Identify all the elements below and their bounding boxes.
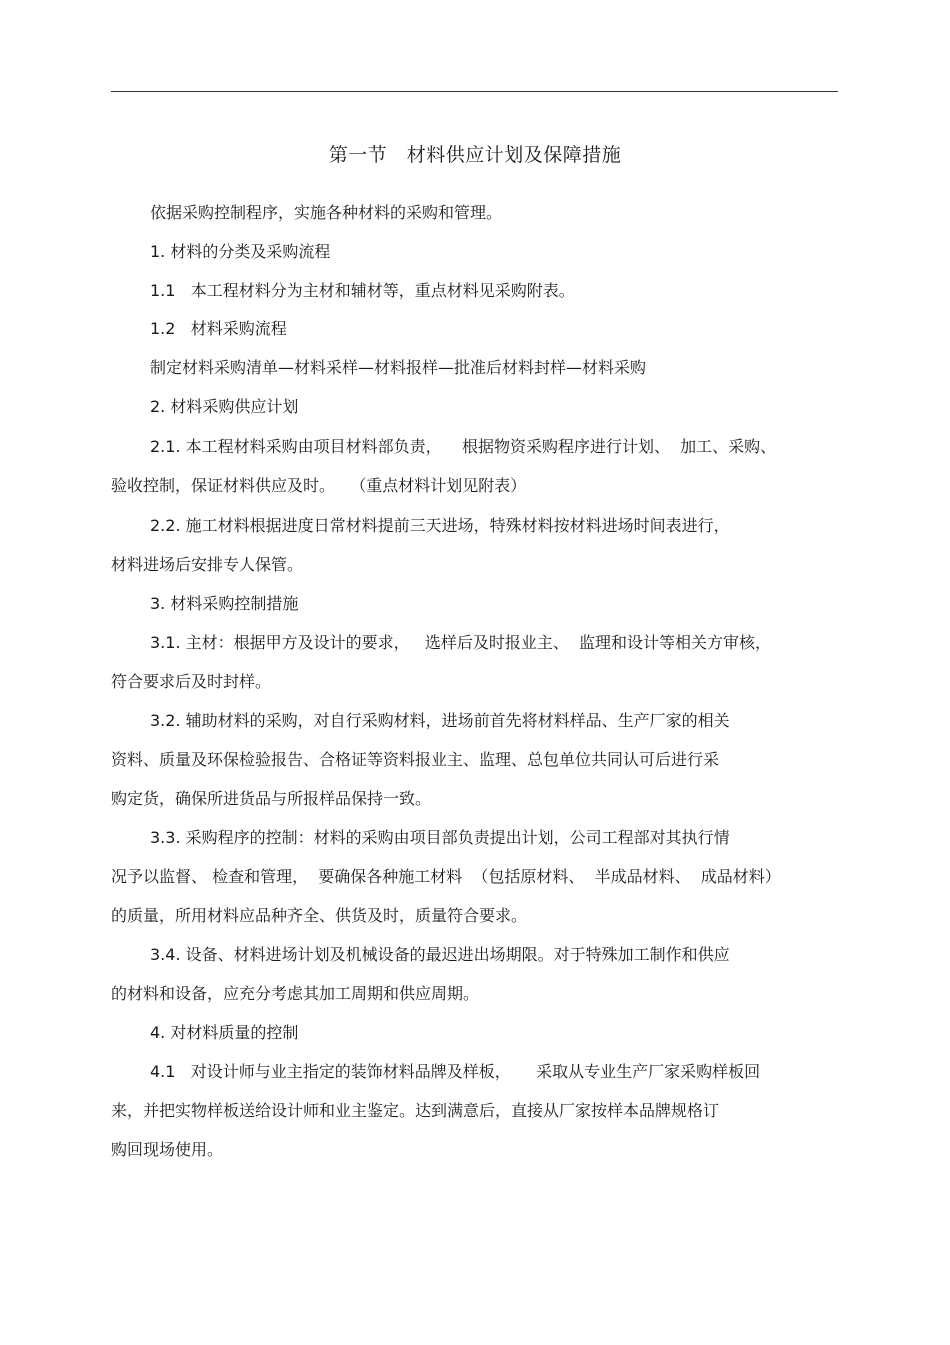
- paragraph-line: 3.2. 辅助材料的采购，对自行采购材料，进场前首先将材料样品、生产厂家的相关: [150, 711, 730, 730]
- paragraph-line: 的质量，所用材料应品种齐全、供货及时，质量符合要求。: [111, 906, 528, 925]
- paragraph-line: 1.1 本工程材料分为主材和辅材等，重点材料见采购附表。: [150, 281, 575, 300]
- paragraph-line: 来，并把实物样板送给设计师和业主鉴定。达到满意后，直接从厂家按样本品牌规格订: [111, 1101, 720, 1120]
- paragraph-line: 的材料和设备，应充分考虑其加工周期和供应周期。: [111, 984, 480, 1003]
- heading-2: 2. 材料采购供应计划: [150, 397, 299, 416]
- paragraph-line: 2.2. 施工材料根据进度日常材料提前三天进场，特殊材料按材料进场时间表进行，: [150, 516, 730, 535]
- paragraph-line: 购定货，确保所进货品与所报样品保持一致。: [111, 789, 432, 808]
- paragraph-line: 制定材料采购清单—材料采样—材料报样—批准后材料封样—材料采购: [150, 358, 647, 377]
- paragraph-line: 符合要求后及时封样。: [111, 672, 272, 691]
- heading-1-2: 1.2 材料采购流程: [150, 319, 287, 338]
- paragraph-line: 3.3. 采购程序的控制：材料的采购由项目部负责提出计划，公司工程部对其执行情: [150, 828, 730, 847]
- paragraph-line: 4.1 对设计师与业主指定的装饰材料品牌及样板， 采取从专业生产厂家采购样板回: [150, 1062, 761, 1081]
- paragraph-line: 2.1. 本工程材料采购由项目材料部负责， 根据物资采购程序进行计划、 加工、采购、: [150, 437, 777, 456]
- paragraph-line: 况予以监督、 检查和管理， 要确保各种施工材料 （包括原材料、 半成品材料、 成品材料）: [111, 867, 781, 886]
- paragraph-line: 依据采购控制程序，实施各种材料的采购和管理。: [150, 203, 503, 222]
- heading-1: 1. 材料的分类及采购流程: [150, 242, 331, 261]
- paragraph-line: 购回现场使用。: [111, 1140, 224, 1159]
- paragraph-line: 验收控制，保证材料供应及时。 （重点材料计划见附表）: [111, 476, 527, 495]
- header-rule: [111, 91, 838, 92]
- section-title: 第一节 材料供应计划及保障措施: [328, 144, 622, 166]
- paragraph-line: 资料、质量及环保检验报告、合格证等资料报业主、监理、总包单位共同认可后进行采: [111, 750, 720, 769]
- paragraph-line: 3.1. 主材：根据甲方及设计的要求， 选样后及时报业主、 监理和设计等相关方审核，: [150, 633, 772, 652]
- paragraph-line: 材料进场后安排专人保管。: [111, 555, 304, 574]
- heading-3: 3. 材料采购控制措施: [150, 594, 299, 613]
- heading-4: 4. 对材料质量的控制: [150, 1023, 299, 1042]
- paragraph-line: 3.4. 设备、材料进场计划及机械设备的最迟进出场期限。对于特殊加工制作和供应: [150, 945, 730, 964]
